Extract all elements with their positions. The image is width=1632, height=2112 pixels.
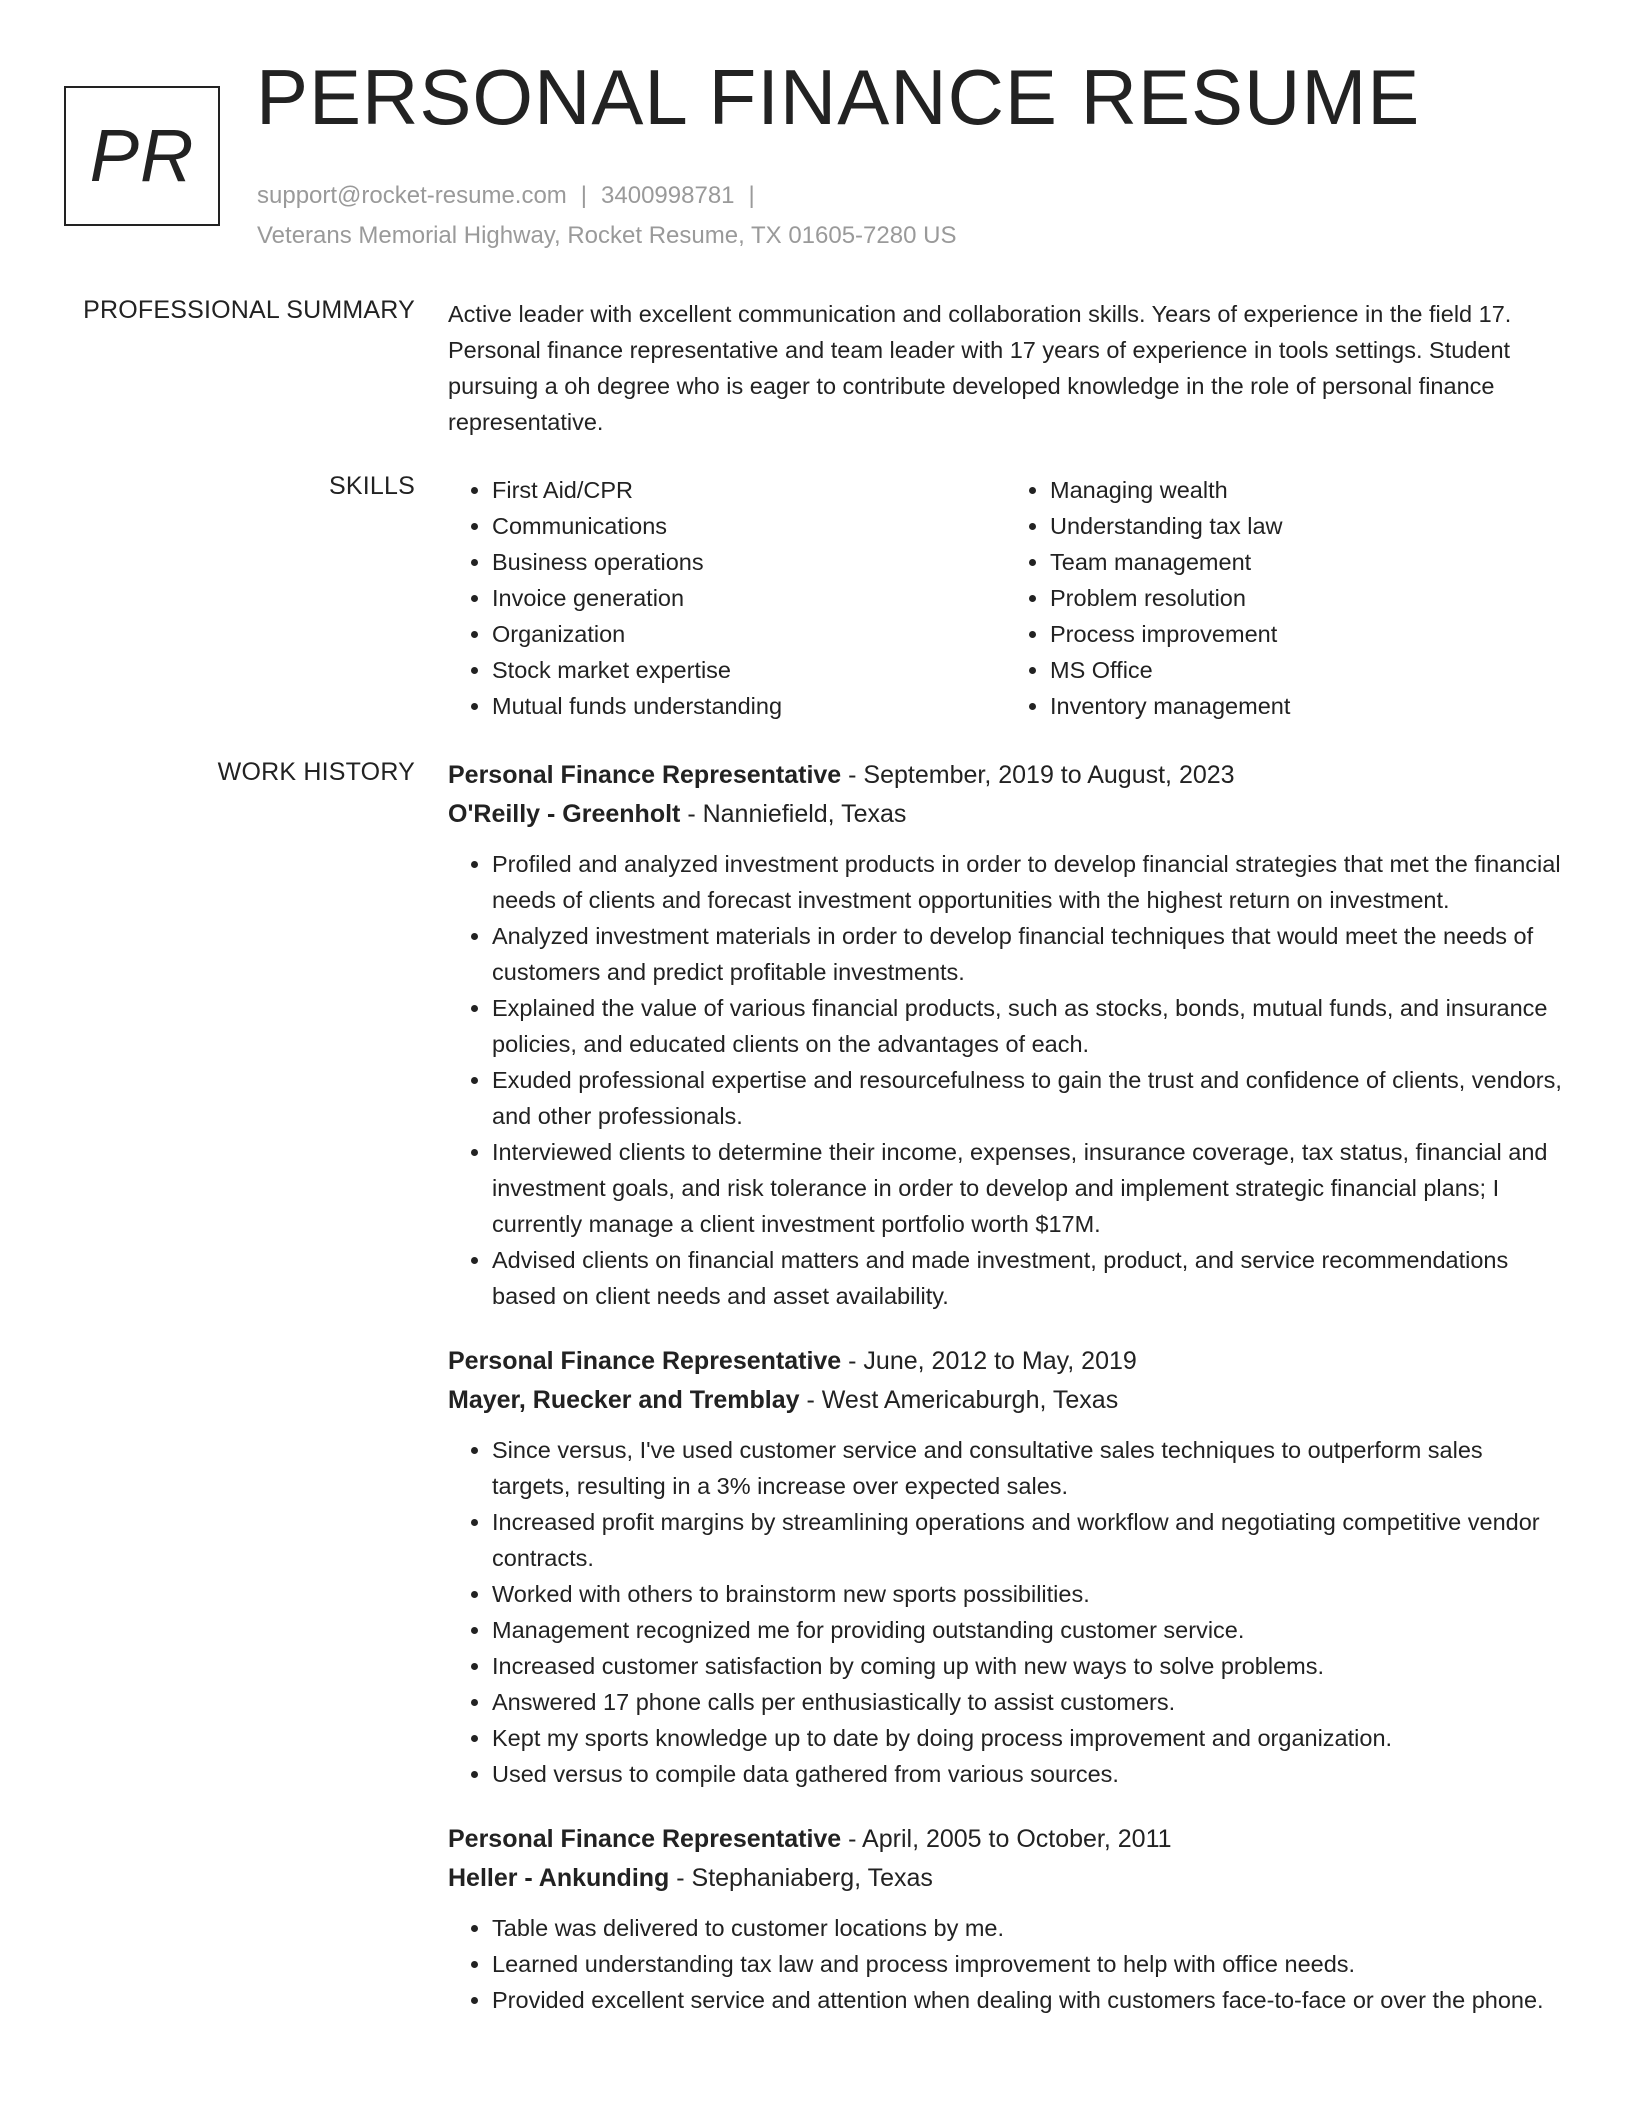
job-dates: - June, 2012 to May, 2019	[841, 1347, 1137, 1375]
skills-list-right	[1006, 472, 1564, 724]
skill-item: • Process improvement	[1050, 616, 1564, 652]
job-company: Mayer, Ruecker and Tremblay	[448, 1386, 800, 1414]
contact-line-1	[257, 176, 956, 216]
skill-item: • Understanding tax law	[1050, 508, 1564, 544]
skill-item: • Problem resolution	[1050, 580, 1564, 616]
job-dates: - September, 2019 to August, 2023	[841, 761, 1235, 789]
job-title-line	[448, 756, 1564, 795]
job-bullet: • Increased customer satisfaction by coming up with new ways to solve problems.	[492, 1648, 1564, 1684]
job-entry	[448, 1342, 1564, 1792]
skill-item: • MS Office	[1050, 652, 1564, 688]
work-history-label: WORK HISTORY	[217, 758, 415, 786]
job-company-line	[448, 1381, 1564, 1420]
job-title: Personal Finance Representative	[448, 1347, 842, 1375]
contact-phone: 3400998781	[601, 182, 735, 209]
job-bullet: • Analyzed investment materials in order to develop financial techniques that would meet the needs of customers and predict profitable investments.	[492, 918, 1564, 990]
resume-title: PERSONAL FINANCE RESUME	[256, 53, 1421, 141]
summary-label: PROFESSIONAL SUMMARY	[83, 296, 415, 324]
monogram-initials: PR	[89, 114, 195, 197]
skill-item: • Business operations	[492, 544, 1006, 580]
job-entry	[448, 756, 1564, 1314]
job-bullet: • Interviewed clients to determine their income, expenses, insurance coverage, tax status, financial and investment goals, and risk tolerance in order to develop and implement strategic financial plans; I currently manage a client investment portfolio worth $17M.	[492, 1134, 1564, 1242]
skills-columns	[448, 472, 1564, 724]
skill-item: • Managing wealth	[1050, 472, 1564, 508]
job-bullet: • Profiled and analyzed investment products in order to develop financial strategies that met the financial needs of clients and forecast investment opportunities with the highest return on investment.	[492, 846, 1564, 918]
skills-list-left	[448, 472, 1006, 724]
contact-separator: |	[580, 182, 588, 209]
job-bullets	[448, 1432, 1564, 1792]
skill-item: • Inventory management	[1050, 688, 1564, 724]
skill-item: • Stock market expertise	[492, 652, 1006, 688]
job-bullet: • Table was delivered to customer locations by me.	[492, 1910, 1564, 1946]
job-bullet: • Used versus to compile data gathered from various sources.	[492, 1756, 1564, 1792]
skill-item: • Team management	[1050, 544, 1564, 580]
job-company: O'Reilly - Greenholt	[448, 800, 681, 828]
job-title: Personal Finance Representative	[448, 761, 842, 789]
job-bullet: • Kept my sports knowledge up to date by doing process improvement and organization.	[492, 1720, 1564, 1756]
job-title-line	[448, 1342, 1564, 1381]
contact-info	[257, 176, 956, 256]
summary-body	[448, 296, 1564, 440]
contact-separator: |	[748, 182, 755, 209]
job-company-line	[448, 1859, 1564, 1898]
job-bullets	[448, 846, 1564, 1314]
contact-email: support@rocket-resume.com	[257, 182, 567, 209]
skill-item: • Mutual funds understanding	[492, 688, 1006, 724]
job-dates: - April, 2005 to October, 2011	[841, 1825, 1172, 1853]
job-location: - West Americaburgh, Texas	[799, 1386, 1119, 1414]
job-bullet: • Explained the value of various financial products, such as stocks, bonds, mutual funds, and insurance policies, and educated clients on the advantages of each.	[492, 990, 1564, 1062]
job-bullet: • Provided excellent service and attention when dealing with customers face-to-face or over the phone.	[492, 1982, 1564, 2018]
job-company-line	[448, 795, 1564, 834]
contact-address: Veterans Memorial Highway, Rocket Resume, TX 01605-7280 US	[257, 222, 957, 249]
work-history-body	[448, 756, 1564, 2046]
skills-body	[448, 472, 1564, 724]
job-location: - Stephaniaberg, Texas	[669, 1864, 933, 1892]
job-bullet: • Exuded professional expertise and resourcefulness to gain the trust and confidence of clients, vendors, and other professionals.	[492, 1062, 1564, 1134]
summary-text: Active leader with excellent communication and collaboration skills. Years of experience in the field 17. Personal finance representative and team leader with 17 years of experience in tools settings. Student pursuing a oh degree who is eager to contribute developed knowledge in the role of personal finance representative.	[448, 301, 1512, 435]
job-title: Personal Finance Representative	[448, 1825, 842, 1853]
job-bullet: • Management recognized me for providing outstanding customer service.	[492, 1612, 1564, 1648]
job-location: - Nanniefield, Texas	[680, 800, 907, 828]
job-entry	[448, 1820, 1564, 2018]
job-bullet: • Advised clients on financial matters and made investment, product, and service recommendations based on client needs and asset availability.	[492, 1242, 1564, 1314]
job-bullet: • Answered 17 phone calls per enthusiastically to assist customers.	[492, 1684, 1564, 1720]
job-bullet: • Worked with others to brainstorm new sports possibilities.	[492, 1576, 1564, 1612]
skills-label: SKILLS	[329, 472, 415, 500]
skill-item: • First Aid/CPR	[492, 472, 1006, 508]
job-company: Heller - Ankunding	[448, 1864, 670, 1892]
skill-item: • Organization	[492, 616, 1006, 652]
skill-item: • Invoice generation	[492, 580, 1006, 616]
job-bullet: • Increased profit margins by streamlining operations and workflow and negotiating competitive vendor contracts.	[492, 1504, 1564, 1576]
job-title-line	[448, 1820, 1564, 1859]
monogram-box	[64, 86, 220, 226]
skill-item: • Communications	[492, 508, 1006, 544]
job-bullets	[448, 1910, 1564, 2018]
job-bullet: • Learned understanding tax law and process improvement to help with office needs.	[492, 1946, 1564, 1982]
job-bullet: • Since versus, I've used customer service and consultative sales techniques to outperform sales targets, resulting in a 3% increase over expected sales.	[492, 1432, 1564, 1504]
